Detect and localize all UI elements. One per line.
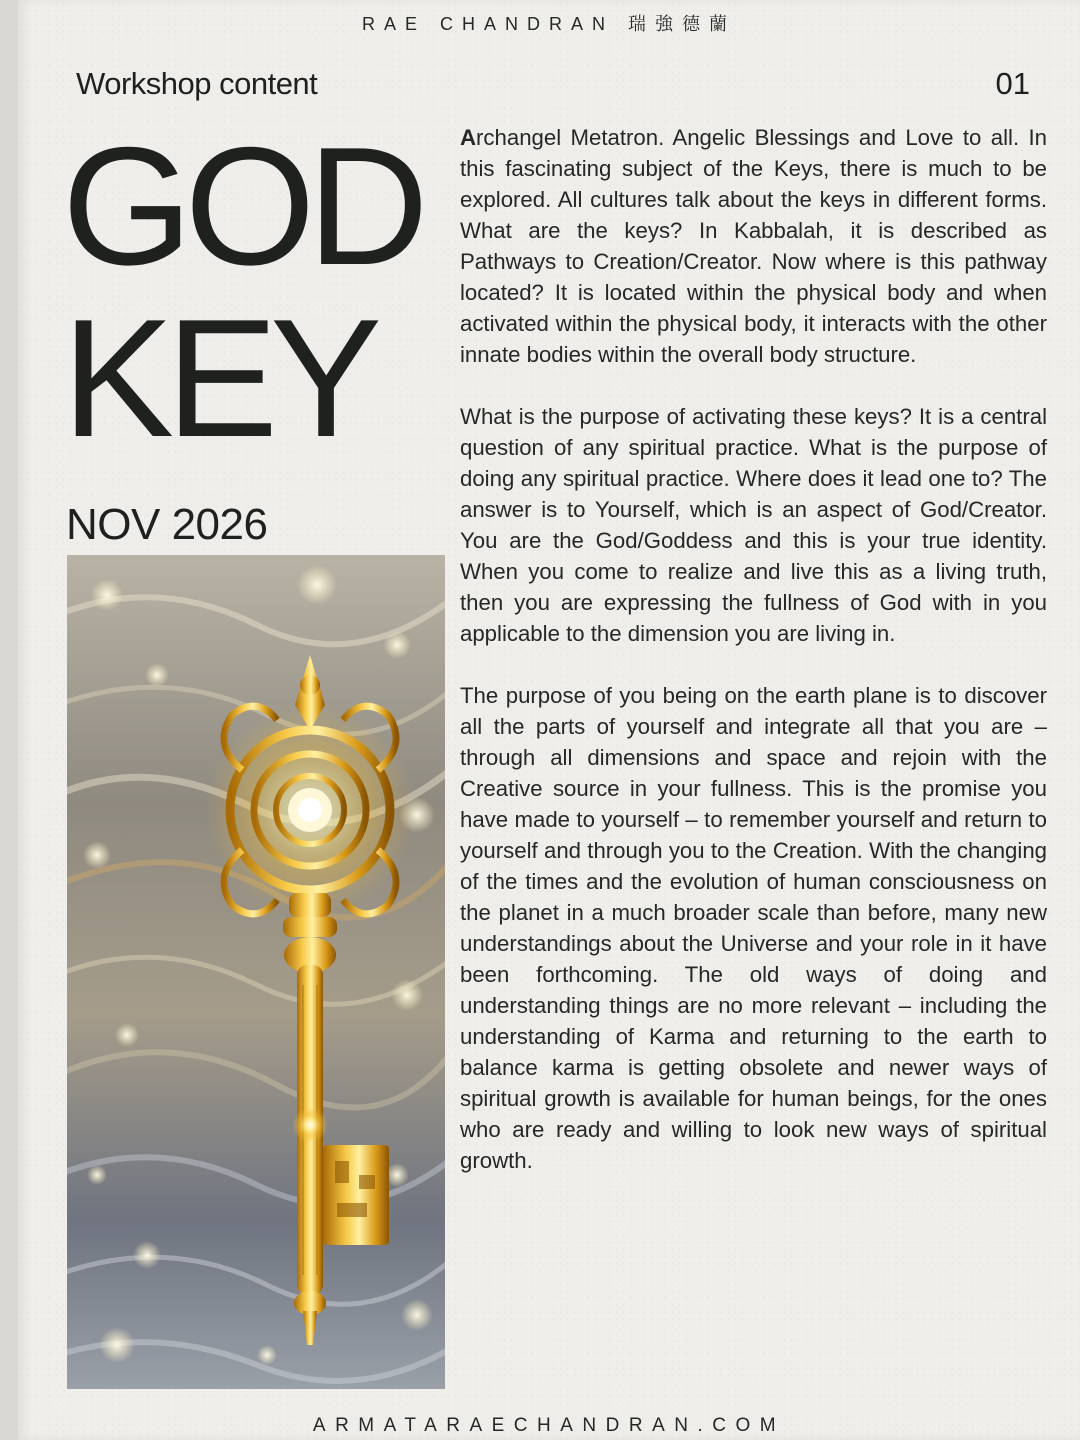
article-paragraph-3: The purpose of you being on the earth plane is to discover all the parts of yourself and integrate all that you are – through all dimensions and space and rejoin with the Creative source in your fullness. This is the promise you have made to yourself – to remember yourself and return to yourself and through you to the Creation. With the changing of the times and the evolution of human consciousness on the planet in a much broader scale than before, many new understandings about the Universe and your role in it have been forthcoming. The old ways of doing and understanding things are no more relevant – including the understanding of Karma and returning to the earth to balance karma is getting obsolete and newer ways of spiritual growth is available for human beings, for the ones who are ready and willing to look new ways of spiritual growth. [460, 683, 1047, 1173]
title-line-key: KEY [62, 284, 375, 472]
article-paragraph-1 [460, 122, 1047, 370]
page-title [62, 112, 462, 472]
golden-key-icon [67, 555, 445, 1389]
website-footer[interactable]: ARMATARAECHANDRAN.COM [312, 1415, 786, 1436]
event-date: NOV 2026 [66, 500, 268, 549]
golden-key-image [67, 555, 445, 1389]
paragraph-1-text: rchangel Metatron. Angelic Blessings and Love to all. In this fascinating subject of the Keys, there is much to be explored. All cultures talk about the keys in different forms. What are the keys? In Kabbalah, it is described as Pathways to Creation/Creator. Now where is this pathway located? It is located within the physical body and when activated within the physical body, it interacts with the other innate bodies within the overall body structure. [460, 125, 1047, 367]
page [18, 0, 1080, 1440]
page-number: 01 [995, 66, 1030, 101]
title-line-god: GOD [62, 112, 421, 300]
article-paragraph-2: What is the purpose of activating these keys? It is a central question of any spiritual practice. What is the purpose of doing any spiritual practice. Where does it lead one to? The answer is to Yourself, which is an aspect of God/Creator. You are the God/Goddess and this is your true identity. When you come to realize and live this as a living truth, then you are expressing the fullness of God with in you applicable to the dimension you are living in. [460, 404, 1047, 646]
section-label: Workshop content [76, 66, 318, 101]
article-body [460, 122, 1047, 1176]
lead-letter: A [460, 125, 477, 150]
brand-header: RAE CHANDRAN 瑞強德蘭 [361, 14, 737, 34]
